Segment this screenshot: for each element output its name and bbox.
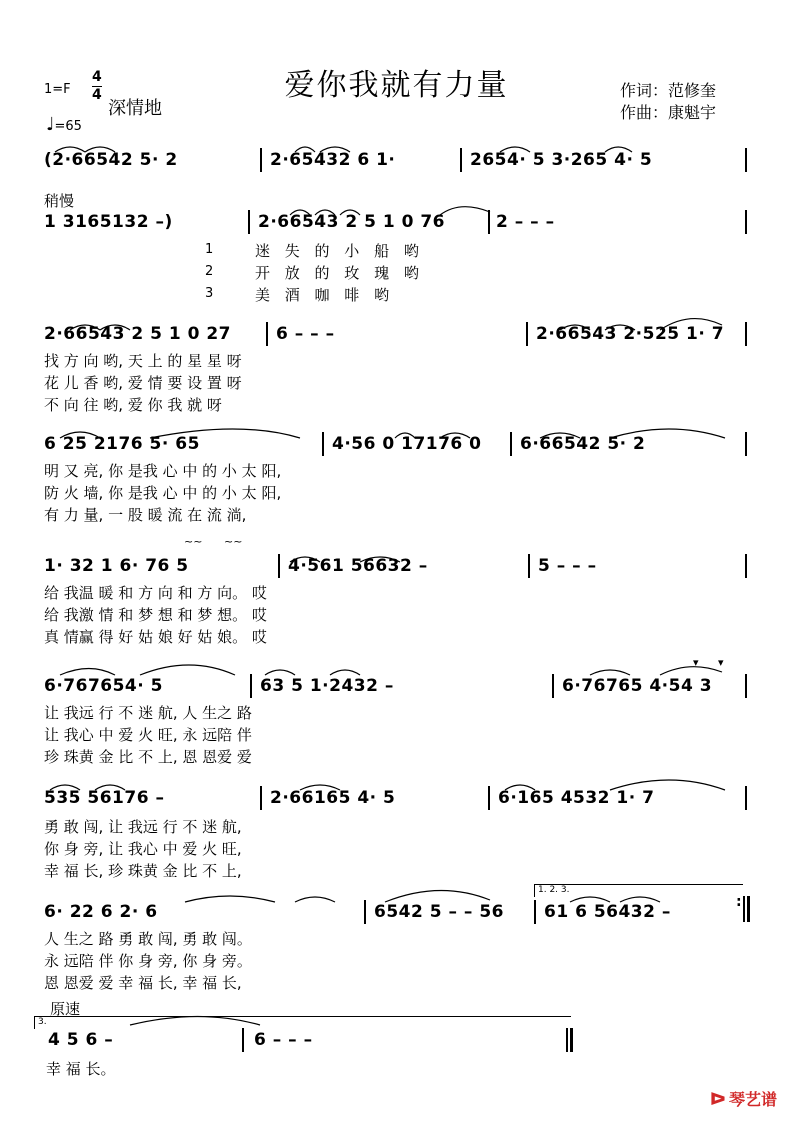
lyric-line: 人 生之 路 勇 敢 闯, 勇 敢 闯。	[44, 930, 252, 948]
lyric-line: 让 我远 行 不 迷 航, 人 生之 路	[44, 704, 252, 722]
notation-measure: 6· 22 6 2· 6	[44, 902, 158, 922]
notation-measure: 6·66542 5· 2	[520, 434, 646, 454]
tempo-value: =65	[54, 119, 82, 134]
repeat-dots: :	[736, 894, 743, 910]
notation-measure: 2·66543 2·525 1· 7	[536, 324, 725, 344]
notation-measure: 2·66543 2 5 1 0 27	[44, 324, 231, 344]
notation-measure: 2 – – –	[496, 212, 555, 232]
notation-measure: 2·66165 4· 5	[270, 788, 396, 808]
volta-label: 1. 2. 3.	[538, 885, 570, 895]
notation-measure: 1 3165132 –)	[44, 212, 173, 232]
svg-text:~~: ~~	[184, 535, 203, 548]
tempo-slow-mark: 稍慢	[44, 192, 75, 210]
lyric-line: 不 向 往 哟, 爱 你 我 就 呀	[44, 396, 222, 414]
key-signature: 1=F	[44, 82, 71, 97]
first-ending-bracket	[534, 884, 743, 897]
tempo-original-mark: 原速	[50, 1000, 81, 1018]
lyric-line: 让 我心 中 爱 火 旺, 永 远陪 伴	[44, 726, 252, 744]
lyric-line: 真 情赢 得 好 姑 娘 好 姑 娘。 哎	[44, 628, 267, 646]
meter-top: 4	[92, 69, 102, 85]
lyric-line: 开 放 的 玫 瑰 哟	[255, 264, 419, 282]
meter-bottom: 4	[92, 87, 102, 103]
lyric-line: 明 又 亮, 你 是我 心 中 的 小 太 阳,	[44, 462, 282, 480]
lyric-line: 给 我激 情 和 梦 想 和 梦 想。 哎	[44, 606, 267, 624]
svg-text:~~: ~~	[224, 535, 243, 548]
notation-measure: 63 5 1·2432 –	[260, 676, 394, 696]
notation-measure: 6·76765 4·54 3	[562, 676, 713, 696]
svg-text:▾: ▾	[718, 656, 724, 669]
lyric-line: 防 火 墙, 你 是我 心 中 的 小 太 阳,	[44, 484, 282, 502]
lyric-line: 你 身 旁, 让 我心 中 爱 火 旺,	[44, 840, 242, 858]
notation-measure: 2·65432 6 1·	[270, 150, 396, 170]
expression-mark: 深情地	[108, 98, 162, 119]
notation-measure: 535 56176 –	[44, 788, 165, 808]
notation-measure: 2654· 5 3·265 4· 5	[470, 150, 653, 170]
lyric-line: 美 酒 咖 啡 哟	[255, 286, 390, 304]
notation-measure: 5 – – –	[538, 556, 597, 576]
lyricist-credit: 作词：范修奎	[620, 81, 717, 100]
lyric-line: 勇 敢 闯, 让 我远 行 不 迷 航,	[44, 818, 242, 836]
third-ending-bracket	[34, 1016, 571, 1029]
lyric-line: 珍 珠黄 金 比 不 上, 恩 恩爱 爱	[44, 748, 252, 766]
lyric-line: 有 力 量, 一 股 暖 流 在 流 淌,	[44, 506, 247, 524]
volta-label: 3.	[38, 1017, 47, 1027]
svg-text:▾: ▾	[693, 656, 699, 669]
lyric-line: 给 我温 暖 和 方 向 和 方 向。 哎	[44, 584, 267, 602]
verse-number: 2	[205, 264, 214, 279]
logo-text: 琴艺谱	[728, 1090, 777, 1109]
lyric-line: 幸 福 长, 珍 珠黄 金 比 不 上,	[44, 862, 242, 880]
site-logo	[710, 1087, 777, 1110]
lyric-line: 幸 福 长。	[46, 1060, 116, 1078]
notation-measure: (2·66542 5· 2	[44, 150, 178, 170]
lyric-line: 永 远陪 伴 你 身 旁, 你 身 旁。	[44, 952, 252, 970]
notation-measure: 6 25 2176 5· 65	[44, 434, 200, 454]
lyric-line: 迷 失 的 小 船 哟	[255, 242, 419, 260]
notation-measure: 4·561 56632 –	[288, 556, 428, 576]
lyric-line: 恩 恩爱 爱 幸 福 长, 幸 福 长,	[44, 974, 242, 992]
notation-measure: 61 6 56432 –	[544, 902, 671, 922]
logo-icon: ᐅ	[709, 1089, 726, 1110]
notation-measure: 4·56 0 17176 0	[332, 434, 482, 454]
verse-number: 1	[205, 242, 214, 257]
notation-measure: 4 5 6 –	[48, 1030, 114, 1050]
composer-credit: 作曲：康魁宇	[620, 103, 717, 122]
notation-measure: 2·66543 2 5 1 0 76	[258, 212, 445, 232]
verse-number: 3	[205, 286, 214, 301]
notation-measure: 6 – – –	[276, 324, 335, 344]
notation-measure: 1· 32 1 6· 76 5	[44, 556, 189, 576]
notation-measure: 6 – – –	[254, 1030, 313, 1050]
quarter-note-icon: ♩	[46, 114, 55, 135]
notation-measure: 6·767654· 5	[44, 676, 163, 696]
lyric-line: 花 儿 香 哟, 爱 情 要 设 置 呀	[44, 374, 242, 392]
song-title: 爱你我就有力量	[284, 68, 509, 103]
lyric-line: 找 方 向 哟, 天 上 的 星 星 呀	[44, 352, 242, 370]
notation-measure: 6542 5 – – 56	[374, 902, 504, 922]
notation-measure: 6·165 4532 1· 7	[498, 788, 655, 808]
